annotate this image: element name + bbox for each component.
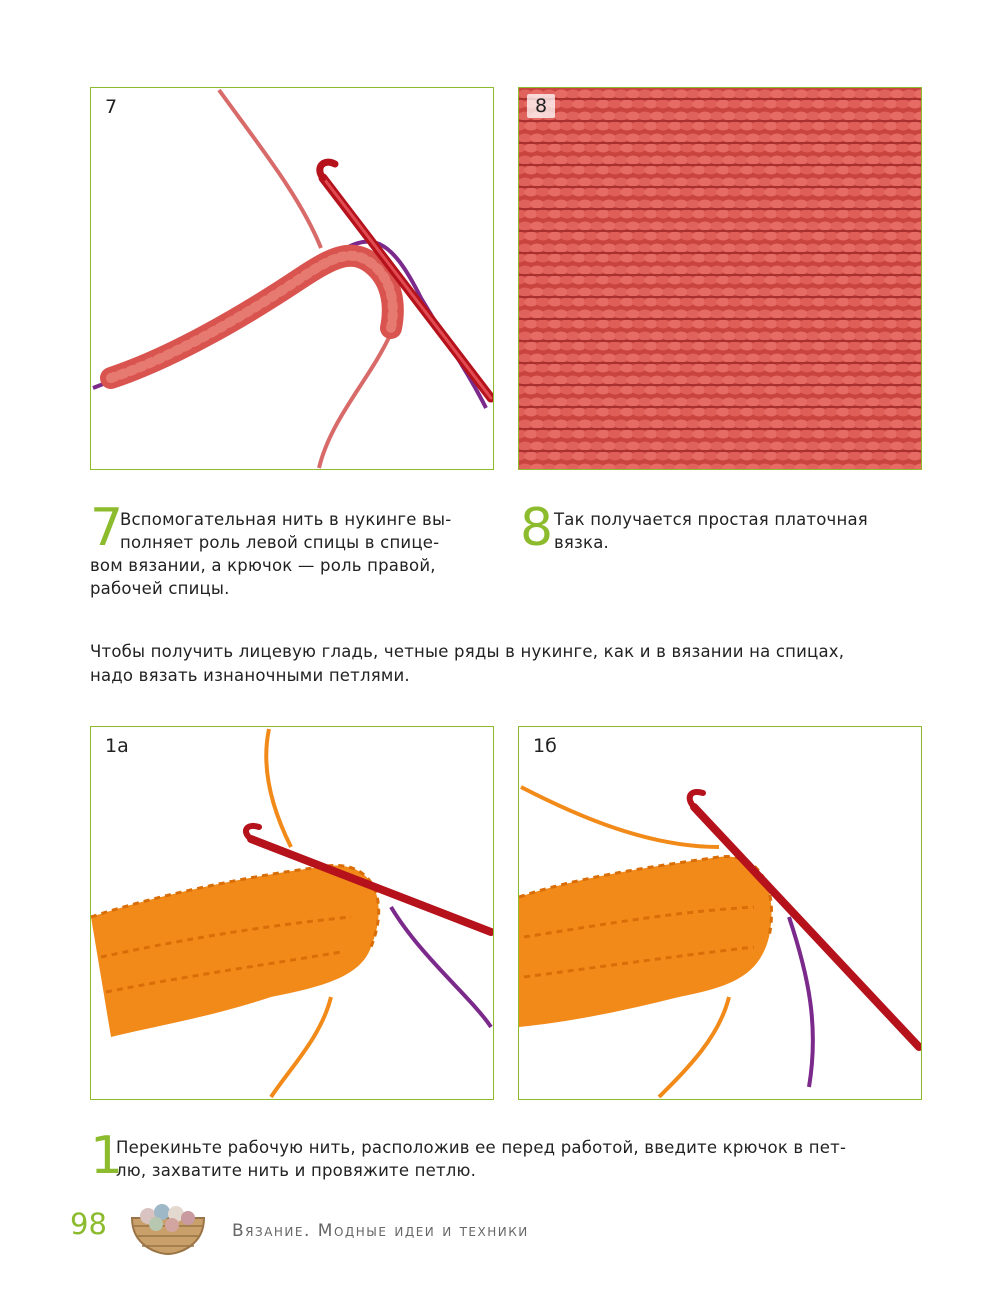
text-line: Перекиньте рабочую нить, расположив ее перед работой, введите крючок в пет- [116,1138,847,1157]
book-title: Вязание. Модные идеи и техники [232,1221,529,1241]
photo-label: 8 [527,94,555,118]
crochet-illustration [91,88,493,469]
step-1 [90,1126,920,1186]
text-line: Чтобы получить лицевую гладь, четные ряды в нукинге, как и в вязании на спицах, [90,642,845,661]
photo-label: 7 [105,96,118,118]
step-8 [520,498,920,558]
text-line: Так получается простая платочная [554,510,868,529]
photo-label: 1б [533,735,557,757]
step-7-text [90,508,490,600]
photo-1b [518,726,922,1100]
intro-paragraph [90,640,910,688]
step-number: 1 [90,1126,124,1186]
step-8-text [520,508,920,554]
photo-8 [518,87,922,470]
text-line: надо вязать изнаночными петлями. [90,666,410,685]
text-line: Вспомогательная нить в нукинге вы- [120,510,452,529]
text-line: полняет роль левой спицы в спице- [120,533,440,552]
orange-knitting-illustration-a [91,727,493,1099]
step-1-text [90,1136,920,1182]
text-line: рабочей спицы. [90,579,230,598]
step-number: 8 [520,498,554,558]
step-number: 7 [90,498,124,558]
text-line: лю, захватите нить и провяжите петлю. [116,1161,477,1180]
orange-knitting-illustration-b [519,727,921,1099]
garter-stitch-illustration [519,88,921,469]
text-line: вом вязании, а крючок — роль правой, [90,556,436,575]
photo-1a [90,726,494,1100]
step-7 [90,498,490,600]
text-line: вязка. [554,533,609,552]
photo-label: 1а [105,735,129,757]
yarn-basket-icon [128,1196,208,1256]
photo-7 [90,87,494,470]
page-number: 98 [70,1207,107,1241]
